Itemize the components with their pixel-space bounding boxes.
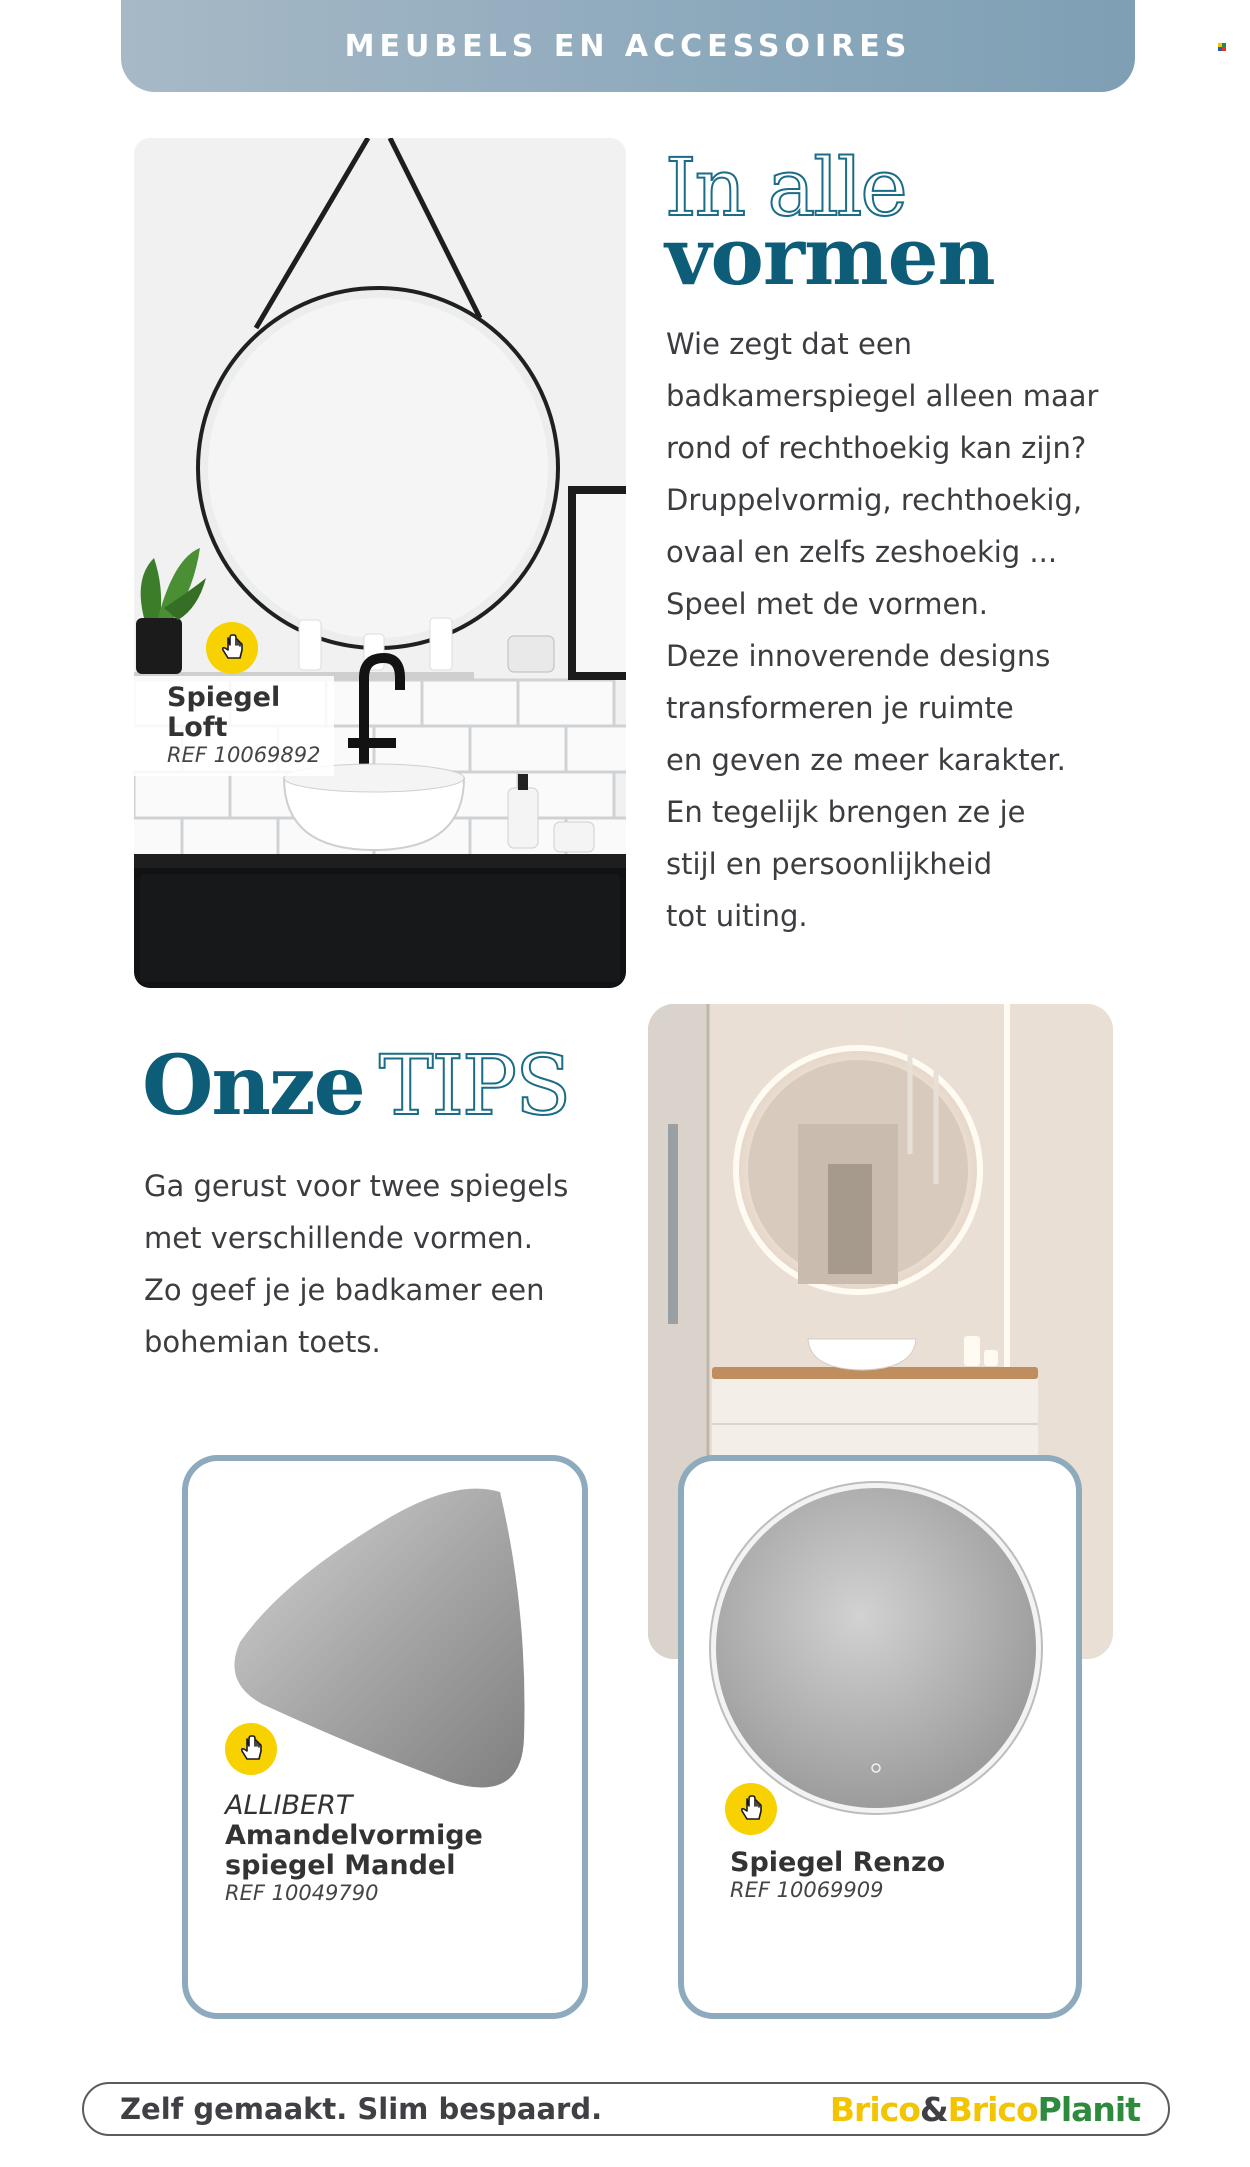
spiegel-loft-name-1: Spiegel — [167, 682, 281, 713]
mandel-brand: ALLIBERT — [225, 1790, 353, 1821]
intro-line: Speel met de vormen. — [666, 587, 988, 621]
logo-brico-2: Brico — [947, 2090, 1038, 2129]
spiegel-loft-photo[interactable] — [134, 138, 626, 988]
footer-bar — [82, 2082, 1170, 2136]
footer-slogan: Zelf gemaakt. Slim bespaard. — [120, 2092, 603, 2126]
spiegel-loft-name-2: Loft — [167, 712, 228, 743]
spiegel-loft-text — [167, 683, 321, 767]
tips-body — [144, 1160, 568, 1368]
corner-mark — [1218, 43, 1226, 51]
intro-body — [666, 318, 1126, 942]
intro-line: badkamerspiegel alleen maar — [666, 379, 1099, 413]
section-title: MEUBELS EN ACCESSOIRES — [344, 28, 912, 64]
intro-line: rond of rechthoekig kan zijn? — [666, 431, 1087, 465]
tips-heading-solid: Onze — [142, 1038, 364, 1134]
intro-line: Deze innoverende designs — [666, 639, 1051, 673]
intro-line: en geven ze meer karakter. — [666, 743, 1066, 777]
renzo-name: Spiegel Renzo — [730, 1847, 946, 1878]
hand-pointer-icon[interactable] — [725, 1783, 777, 1835]
renzo-mirror-image[interactable] — [706, 1478, 1046, 1822]
intro-line: transformeren je ruimte — [666, 691, 1014, 725]
intro-heading-line2: vormen — [665, 209, 995, 303]
tips-line: bohemian toets. — [144, 1325, 381, 1359]
tips-heading — [142, 1038, 569, 1134]
intro-line: En tegelijk brengen ze je — [666, 795, 1026, 829]
intro-heading-line1: In alle — [665, 141, 906, 234]
intro-line: stijl en persoonlijkheid — [666, 847, 993, 881]
intro-line: tot uiting. — [666, 899, 808, 933]
hand-pointer-icon[interactable] — [206, 622, 258, 674]
tips-line: Ga gerust voor twee spiegels — [144, 1169, 569, 1203]
hand-pointer-icon[interactable] — [225, 1723, 277, 1775]
mandel-mirror-image[interactable] — [232, 1482, 532, 1816]
tips-heading-outline: TIPS — [378, 1039, 570, 1134]
mandel-text — [225, 1791, 483, 1905]
section-banner — [121, 0, 1135, 92]
tips-line: met verschillende vormen. — [144, 1221, 533, 1255]
renzo-text — [730, 1848, 945, 1902]
mandel-name-2: spiegel Mandel — [225, 1850, 456, 1881]
intro-line: ovaal en zelfs zeshoekig ... — [666, 535, 1058, 569]
intro-line: Wie zegt dat een — [666, 327, 913, 361]
intro-line: Druppelvormig, rechthoekig, — [666, 483, 1083, 517]
brico-logo[interactable] — [830, 2090, 1140, 2129]
logo-planit: Planit — [1037, 2090, 1140, 2129]
renzo-ref: REF 10069909 — [730, 1878, 884, 1902]
mandel-ref: REF 10049790 — [225, 1881, 379, 1905]
mandel-name-1: Amandelvormige — [225, 1820, 483, 1851]
logo-ampersand: & — [919, 2090, 948, 2129]
spiegel-loft-ref: REF 10069892 — [167, 743, 321, 767]
tips-line: Zo geef je je badkamer een — [144, 1273, 545, 1307]
logo-brico-1: Brico — [829, 2090, 920, 2129]
